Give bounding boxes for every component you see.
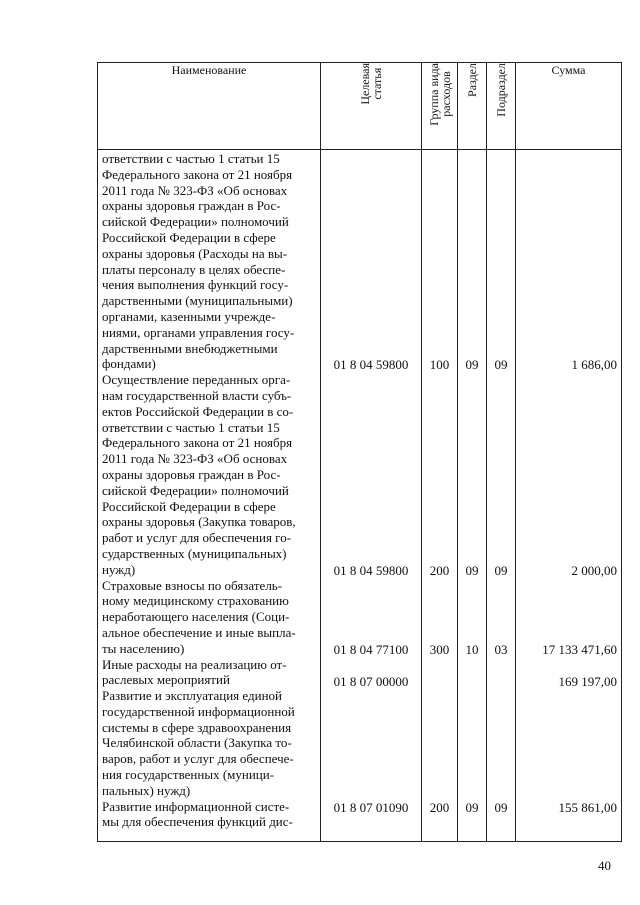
row-subsection: 09	[494, 800, 508, 815]
header-name-label: Наименование	[171, 63, 247, 77]
table-row	[98, 150, 622, 842]
row-subsection: 09	[494, 357, 508, 372]
page-number: 40	[598, 858, 611, 873]
body-amount-column	[516, 150, 622, 842]
header-expense-group-label: Группа вида расходов	[426, 63, 453, 126]
row-name: ответствии с частью 1 статьи 15 Федерального закона от 21 ноября 2011 года № 323-ФЗ «Об основах охраны здоровья граждан в Рос- сийской Федерации» полномочий Российской Федерации в сфере охраны здоровья (Расходы на вы- платы персоналу в целях обеспе- чения выполнения функций госу- дарственными (муниципальными) органами, казенными учрежде- ниями, органами управления госу- дарственными внебюджетными фондами)	[102, 151, 295, 372]
row-amount: 17 133 471,60	[542, 642, 617, 657]
row-group: 300	[429, 642, 450, 657]
row-article: 01 8 07 00000	[333, 674, 409, 689]
row-section: 09	[465, 800, 479, 815]
header-section-label: Раздел	[465, 63, 479, 97]
row-article: 01 8 07 01090	[333, 800, 409, 815]
row-subsection: 09	[494, 563, 508, 578]
row-name: Осуществление переданных орга- нам государственной власти субъ- ектов Российской Федерации в со- ответствии с частью 1 статьи 15 Федерального закона от 21 ноября 2011 года № 323-ФЗ «Об основах охраны здоровья граждан в Рос- сийской Федерации» полномочий Российской Федерации в сфере охраны здоровья (Закупка товаров, работ и услуг для обеспечения го- сударственных (муниципальных) нужд)	[102, 372, 296, 577]
row-section: 09	[465, 357, 479, 372]
row-section: 10	[465, 642, 479, 657]
header-subsection	[487, 63, 516, 150]
header-name	[98, 63, 321, 150]
row-amount: 1 686,00	[571, 357, 617, 372]
body-group-column	[422, 150, 458, 842]
row-amount: 169 197,00	[558, 674, 617, 689]
row-article: 01 8 04 77100	[333, 642, 409, 657]
body-name-column	[98, 150, 321, 842]
row-group: 200	[429, 563, 450, 578]
row-section: 09	[465, 563, 479, 578]
row-article: 01 8 04 59800	[333, 357, 409, 372]
row-amount: 155 861,00	[558, 800, 617, 815]
row-group: 200	[429, 800, 450, 815]
row-subsection: 03	[494, 642, 508, 657]
budget-table	[97, 62, 622, 842]
row-group: 100	[429, 357, 450, 372]
header-subsection-label: Подраздел	[494, 63, 508, 117]
body-article-column	[321, 150, 422, 842]
row-article: 01 8 04 59800	[333, 563, 409, 578]
row-name: Развитие информационной систе- мы для обеспечения функций дис-	[102, 798, 293, 830]
body-section-column	[458, 150, 487, 842]
row-name: Развитие и эксплуатация единой государственной информационной системы в сфере здравоохранения Челябинской области (Закупка то- варов, работ и услуг для обеспече- ния государственных (муници- пальных) нужд)	[102, 688, 295, 798]
row-amount: 2 000,00	[571, 563, 617, 578]
header-amount	[516, 63, 622, 150]
header-expense-group	[422, 63, 458, 150]
row-name: Иные расходы на реализацию от- раслевых мероприятий	[102, 656, 287, 688]
row-name: Страховые взносы по обязатель- ному медицинскому страхованию неработающего населения (Соци- альное обеспечение и иные выпла- ты населению)	[102, 577, 296, 656]
header-section	[458, 63, 487, 150]
header-amount-label: Сумма	[551, 63, 586, 77]
header-target-article	[321, 63, 422, 150]
header-row	[98, 63, 622, 150]
body-subsection-column	[487, 150, 516, 842]
header-target-article-label: Целевая статья	[358, 63, 384, 105]
